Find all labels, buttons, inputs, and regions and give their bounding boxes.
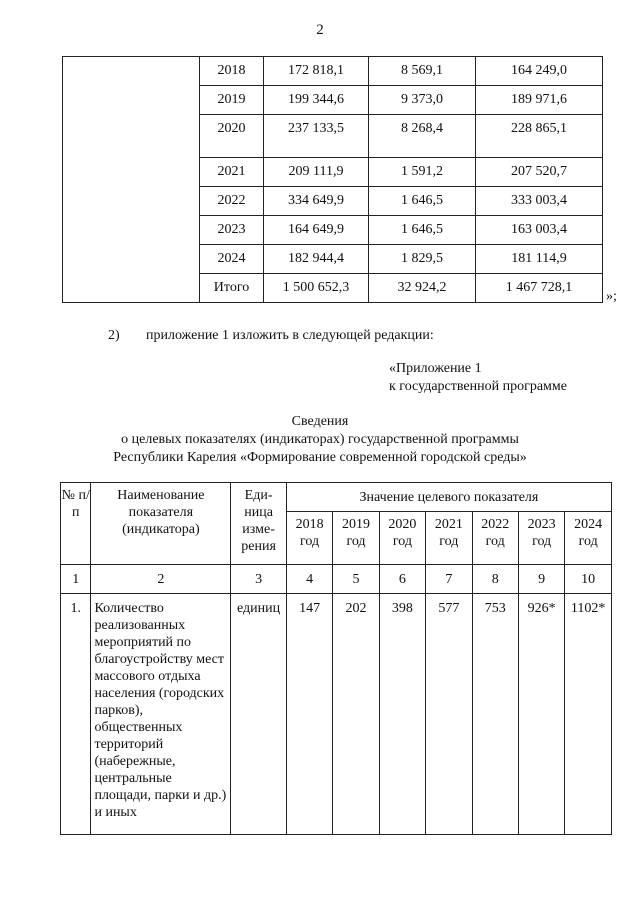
column-number: 1 bbox=[61, 565, 91, 594]
column-number: 10 bbox=[565, 565, 612, 594]
header-year: 2018 год bbox=[286, 512, 332, 565]
appendix-line-2: к государственной программе bbox=[389, 379, 567, 394]
total-cell: 164 649,9 bbox=[264, 216, 369, 245]
year-cell: 2024 bbox=[200, 245, 264, 274]
col2-cell: 8 569,1 bbox=[369, 57, 476, 86]
col3-cell: 189 971,6 bbox=[476, 86, 603, 115]
total-label-cell: Итого bbox=[200, 274, 264, 303]
header-no: № п/п bbox=[61, 483, 91, 565]
year-cell: 2021 bbox=[200, 158, 264, 187]
col3-cell: 1 467 728,1 bbox=[476, 274, 603, 303]
column-number: 2 bbox=[91, 565, 231, 594]
header-year: 2023 год bbox=[518, 512, 564, 565]
column-number: 4 bbox=[286, 565, 332, 594]
year-cell: 2018 bbox=[200, 57, 264, 86]
header-year: 2022 год bbox=[472, 512, 518, 565]
col2-cell: 9 373,0 bbox=[369, 86, 476, 115]
heading-line-3: Республики Карелия «Формирование современной городской среды» bbox=[113, 450, 527, 465]
merged-side-cell bbox=[63, 57, 200, 303]
table-row bbox=[61, 594, 612, 835]
closing-quote-mark: »; bbox=[606, 289, 617, 304]
column-number: 5 bbox=[333, 565, 379, 594]
amendment-item-2 bbox=[108, 328, 434, 344]
appendix-caption bbox=[389, 360, 567, 396]
indicator-name: Количество реализованных мероприятий по благоустройству мест массового отдыха населения (городских парков), общественных территорий (набережные, центральные площади, парки и др.) и иных bbox=[91, 594, 231, 835]
page-number: 2 bbox=[316, 22, 324, 38]
total-cell: 182 944,4 bbox=[264, 245, 369, 274]
col2-cell: 8 268,4 bbox=[369, 115, 476, 158]
total-cell: 334 649,9 bbox=[264, 187, 369, 216]
indicator-value: 577 bbox=[426, 594, 472, 835]
column-number: 9 bbox=[518, 565, 564, 594]
indicator-value: 202 bbox=[333, 594, 379, 835]
column-number: 3 bbox=[231, 565, 287, 594]
col3-cell: 181 114,9 bbox=[476, 245, 603, 274]
heading-line-2: о целевых показателях (индикаторах) государственной программы bbox=[121, 432, 519, 447]
col3-cell: 333 003,4 bbox=[476, 187, 603, 216]
total-cell: 172 818,1 bbox=[264, 57, 369, 86]
col3-cell: 163 003,4 bbox=[476, 216, 603, 245]
row-number: 1. bbox=[61, 594, 91, 835]
budget-table bbox=[62, 56, 603, 303]
header-year: 2020 год bbox=[379, 512, 425, 565]
table-heading bbox=[0, 413, 640, 467]
year-cell: 2020 bbox=[200, 115, 264, 158]
column-number: 6 bbox=[379, 565, 425, 594]
indicator-value: 753 bbox=[472, 594, 518, 835]
table-row bbox=[63, 57, 603, 86]
col2-cell: 1 646,5 bbox=[369, 187, 476, 216]
total-cell: 1 500 652,3 bbox=[264, 274, 369, 303]
indicator-value: 147 bbox=[286, 594, 332, 835]
total-cell: 199 344,6 bbox=[264, 86, 369, 115]
total-cell: 209 111,9 bbox=[264, 158, 369, 187]
year-cell: 2023 bbox=[200, 216, 264, 245]
appendix-line-1: «Приложение 1 bbox=[389, 361, 482, 376]
header-year: 2019 год bbox=[333, 512, 379, 565]
year-cell: 2019 bbox=[200, 86, 264, 115]
header-name: Наименование показателя (индикатора) bbox=[91, 483, 231, 565]
col3-cell: 228 865,1 bbox=[476, 115, 603, 158]
indicator-unit: единиц bbox=[231, 594, 287, 835]
indicator-value: 398 bbox=[379, 594, 425, 835]
column-number: 7 bbox=[426, 565, 472, 594]
heading-line-1: Сведения bbox=[291, 414, 349, 429]
header-year: 2021 год bbox=[426, 512, 472, 565]
col2-cell: 32 924,2 bbox=[369, 274, 476, 303]
indicators-table bbox=[60, 482, 612, 835]
col2-cell: 1 646,5 bbox=[369, 216, 476, 245]
year-cell: 2022 bbox=[200, 187, 264, 216]
header-row bbox=[61, 483, 612, 512]
indicator-value: 1102* bbox=[565, 594, 612, 835]
column-number: 8 bbox=[472, 565, 518, 594]
header-value: Значение целевого показателя bbox=[286, 483, 611, 512]
total-cell: 237 133,5 bbox=[264, 115, 369, 158]
item-text: приложение 1 изложить в следующей редакции: bbox=[146, 328, 434, 343]
col3-cell: 164 249,0 bbox=[476, 57, 603, 86]
indicator-value: 926* bbox=[518, 594, 564, 835]
header-unit: Еди-ница изме-рения bbox=[231, 483, 287, 565]
col2-cell: 1 829,5 bbox=[369, 245, 476, 274]
col2-cell: 1 591,2 bbox=[369, 158, 476, 187]
col3-cell: 207 520,7 bbox=[476, 158, 603, 187]
item-number: 2) bbox=[108, 328, 120, 343]
column-numbers-row bbox=[61, 565, 612, 594]
header-year: 2024 год bbox=[565, 512, 612, 565]
